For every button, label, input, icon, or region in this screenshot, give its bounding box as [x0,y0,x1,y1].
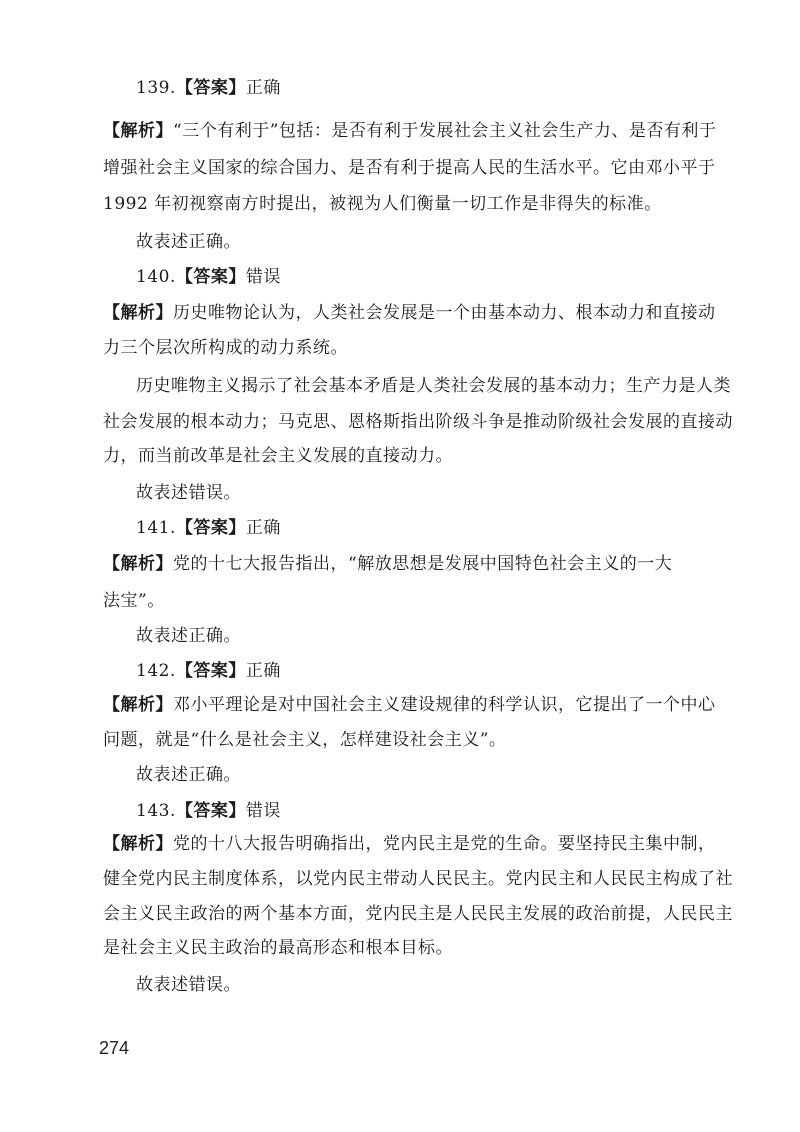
conclusion: 故表述错误。 [136,483,241,503]
answer-value: 正确 [245,518,281,538]
question-number: 143. [136,801,176,821]
conclusion: 故表述正确。 [136,232,241,252]
analysis-text: 是社会主义民主政治的最高形态和根本目标。 [103,938,453,958]
answer-value: 错误 [245,267,281,287]
conclusion: 故表述正确。 [136,765,241,785]
page-number: 274 [99,1038,130,1058]
question-number: 140. [136,267,176,287]
answer-line [136,262,281,287]
analysis-text: 问题，就是“什么是社会主义，怎样建设社会主义”。 [103,730,507,750]
analysis-text: 党的十七大报告指出，“解放思想是发展中国特色社会主义的一大 [173,554,673,574]
answer-tag: 【答案】 [175,267,246,287]
analysis-line [103,829,716,854]
answer-tag: 【答案】 [175,661,246,681]
answer-line [136,796,281,821]
analysis-text: “三个有利于”包括：是否有利于发展社会主义社会生产力、是否有利于 [173,121,717,141]
answer-line [136,513,281,538]
answer-tag: 【答案】 [175,518,246,538]
analysis-text: 社会发展的根本动力；马克思、恩格斯指出阶级斗争是推动阶级社会发展的直接动 [103,412,733,432]
conclusion: 故表述错误。 [136,975,241,995]
analysis-text: 增强社会主义国家的综合国力、是否有利于提高人民的生活水平。它由邓小平于 [103,158,716,178]
analysis-tag: 【解析】 [103,695,173,715]
analysis-text: 党的十八大报告明确指出，党内民主是党的生命。要坚持民主集中制， [173,834,716,854]
analysis-tag: 【解析】 [103,303,173,323]
analysis-text: 法宝”。 [103,591,165,611]
question-number: 139. [136,78,176,98]
analysis-text: 历史唯物主义揭示了社会基本矛盾是人类社会发展的基本动力；生产力是人类 [136,376,731,396]
question-number: 141. [136,518,176,538]
analysis-line [103,116,716,141]
analysis-text: 会主义民主政治的两个基本方面，党内民主是人民民主发展的政治前提，人民民主 [103,904,733,924]
conclusion: 故表述正确。 [136,626,241,646]
answer-line [136,73,281,98]
analysis-line [103,690,716,715]
answer-tag: 【答案】 [175,801,246,821]
question-number: 142. [136,661,176,681]
analysis-text: 健全党内民主制度体系，以党内民主带动人民民主。党内民主和人民民主构成了社 [103,869,733,889]
answer-value: 错误 [245,801,281,821]
analysis-tag: 【解析】 [103,554,173,574]
analysis-text: 历史唯物论认为，人类社会发展是一个由基本动力、根本动力和直接动 [173,303,716,323]
answer-value: 正确 [245,661,281,681]
answer-value: 正确 [245,78,281,98]
analysis-line [103,298,716,323]
analysis-text: 邓小平理论是对中国社会主义建设规律的科学认识，它提出了一个中心 [173,695,716,715]
analysis-text: 力，而当前改革是社会主义发展的直接动力。 [103,446,453,466]
analysis-line [103,549,672,574]
analysis-tag: 【解析】 [103,121,173,141]
answer-line [136,656,281,681]
answer-tag: 【答案】 [175,78,246,98]
analysis-tag: 【解析】 [103,834,173,854]
analysis-text: 力三个层次所构成的动力系统。 [103,338,348,358]
analysis-text: 1992 年初视察南方时提出，被视为人们衡量一切工作是非得失的标准。 [103,194,662,214]
